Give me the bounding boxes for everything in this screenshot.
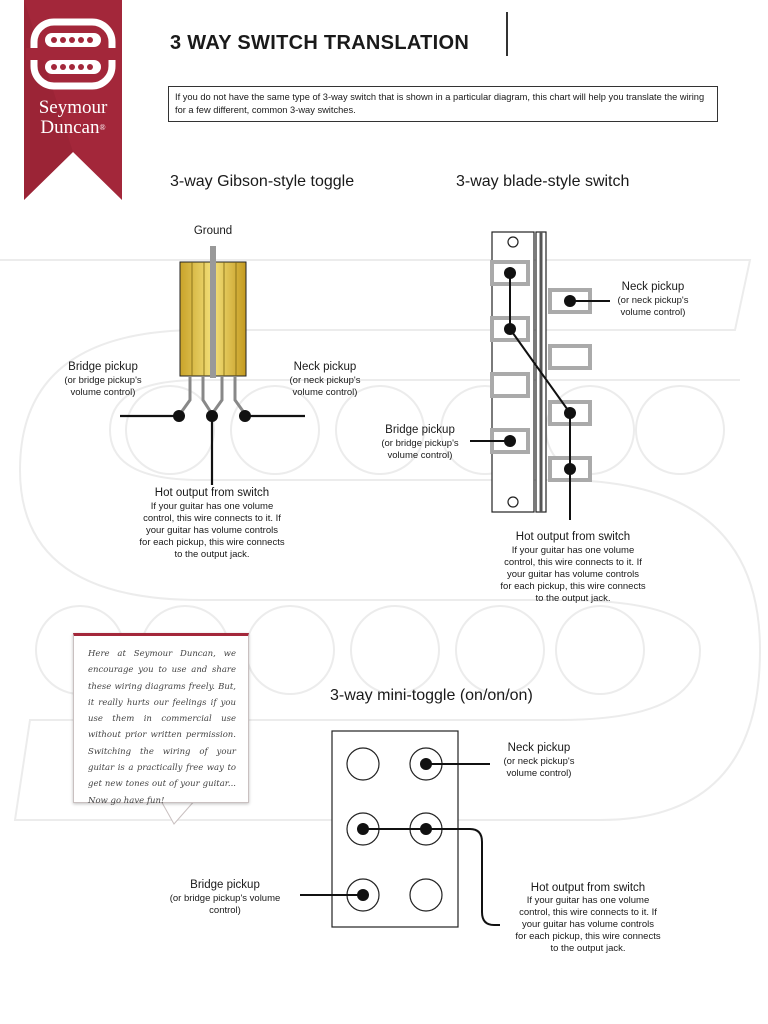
usage-note-text: Here at Seymour Duncan, we encourage you to use and share these wiring diagrams freely. But, it really hurts our feelings if you use them in commercial use without prior written permission. Switching the wiring of your guitar is a practically free way to get new tones out of your guitar... Now go have fun!	[88, 649, 236, 806]
blade-hot-desc: If your guitar has one volume control, this wire connects to it. If your guitar has volume controls for each pickup, this wire connects to the output jack.	[500, 545, 646, 604]
mini-bridge-label: Bridge pickup	[190, 879, 260, 891]
gibson-bridge-label: Bridge pickup	[68, 361, 138, 373]
mini-hot-label: Hot output from switch	[530, 882, 646, 894]
blade-solder-point	[504, 435, 516, 447]
page-title: 3 WAY SWITCH TRANSLATION	[170, 32, 470, 54]
brand-name-line1: Seymour	[38, 97, 108, 118]
blade-bridge-label: Bridge pickup	[385, 424, 455, 436]
mini-neck-sub: (or neck pickup's volume control)	[503, 756, 575, 779]
mini-solder-point	[357, 889, 369, 901]
ground-lug	[210, 246, 216, 378]
gibson-bridge-sub: (or bridge pickup's volume control)	[64, 375, 142, 398]
title-divider	[506, 12, 508, 56]
mini-solder-point	[420, 823, 432, 835]
mini-toggle-diagram	[300, 731, 500, 927]
blade-section-title: 3-way blade-style switch	[456, 173, 630, 190]
brand-wordmark	[24, 0, 122, 200]
blade-neck-sub: (or neck pickup's volume control)	[617, 295, 689, 318]
gibson-hot-label: Hot output from switch	[154, 487, 270, 499]
usage-note-bubble	[73, 633, 249, 806]
mini-solder-point	[420, 758, 432, 770]
blade-switch-diagram	[470, 232, 610, 520]
mini-section-title: 3-way mini-toggle (on/on/on)	[330, 687, 533, 704]
gibson-section-title: 3-way Gibson-style toggle	[170, 173, 355, 190]
mini-solder-point	[357, 823, 369, 835]
blade-solder-point	[504, 267, 516, 279]
toggle-wires	[180, 376, 245, 414]
blade-hot-label: Hot output from switch	[515, 531, 631, 543]
blade-bridge-sub: (or bridge pickup's volume control)	[381, 438, 459, 461]
blade-solder-point	[564, 407, 576, 419]
bridge-solder-point	[173, 410, 185, 422]
brand-name-line2: Duncan®	[40, 117, 106, 138]
mini-bridge-sub: (or bridge pickup's volume control)	[169, 893, 281, 916]
hot-solder-point	[206, 410, 218, 422]
intro-note: If you do not have the same type of 3-way switch that is shown in a particular diagram, this chart will help you translate the wiring for a few different, common 3-way switches.	[168, 86, 718, 122]
gibson-neck-sub: (or neck pickup's volume control)	[289, 375, 361, 398]
neck-solder-point	[239, 410, 251, 422]
gibson-neck-label: Neck pickup	[293, 361, 357, 373]
blade-solder-point	[504, 323, 516, 335]
mini-hot-desc: If your guitar has one volume control, this wire connects to it. If your guitar has volume controls for each pickup, this wire connects to the output jack.	[515, 895, 661, 954]
blade-neck-label: Neck pickup	[621, 281, 685, 293]
ground-label: Ground	[193, 225, 233, 237]
mini-neck-label: Neck pickup	[507, 742, 571, 754]
gibson-hot-desc: If your guitar has one volume control, this wire connects to it. If your guitar has volume controls for each pickup, this wire connects to the output jack.	[139, 501, 285, 560]
blade-solder-point	[564, 463, 576, 475]
blade-solder-point	[564, 295, 576, 307]
